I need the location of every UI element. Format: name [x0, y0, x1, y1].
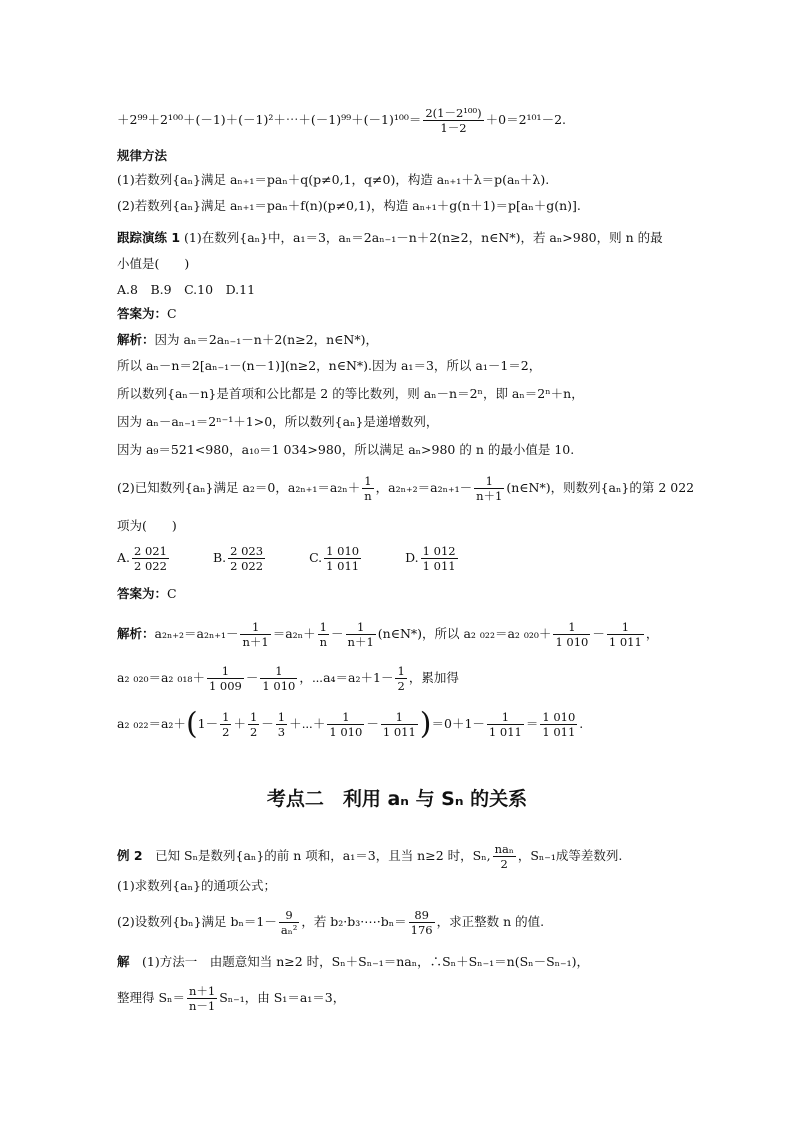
rule-2: (2)若数列{aₙ}满足 aₙ₊₁＝paₙ＋f(n)(p≠0,1)，构造 aₙ₊₁＋g(n＋1)＝p[aₙ＋g(n)]. — [117, 198, 581, 213]
sol2-text: a₂ ₀₂₂＝a₂＋ — [117, 716, 186, 731]
fraction — [187, 984, 217, 1013]
fraction — [279, 908, 299, 937]
fraction-numerator: 1 — [318, 620, 329, 635]
fraction-denominator: n — [319, 635, 328, 649]
solution-text: 整理得 Sₙ＝ — [117, 990, 185, 1005]
fraction-numerator: 1 — [607, 620, 644, 635]
example-2 — [117, 842, 622, 871]
example-2-solution — [117, 954, 589, 970]
fraction-numerator: 1 — [327, 710, 364, 725]
fraction-denominator: n＋1 — [476, 489, 503, 503]
choice-a — [117, 544, 171, 573]
rule-heading: 规律方法 — [117, 148, 168, 163]
fraction-numerator: 1 — [207, 664, 244, 679]
fraction — [276, 710, 287, 739]
solution-line-1b: 所以 aₙ－n＝2[aₙ₋₁－(n－1)](n≥2，n∈N*).因为 a₁＝3，所以 a₁－1＝2， — [117, 358, 542, 373]
fraction — [395, 664, 406, 693]
choice-d — [405, 544, 460, 573]
answer-label: 答案为： — [117, 586, 168, 601]
fraction-numerator: n＋1 — [188, 984, 216, 998]
fraction-numerator: 9 — [279, 908, 299, 923]
choice-label: D. — [405, 550, 419, 565]
fraction-denominator: 2 — [249, 725, 258, 739]
q2-text-b: ，a₂ₙ₊₂＝a₂ₙ₊₁－ — [375, 480, 473, 495]
choice-label: C. — [309, 550, 323, 565]
fraction — [260, 664, 297, 693]
fraction — [327, 710, 364, 739]
fraction-numerator: 2 021 — [134, 544, 167, 558]
example-label: 例 2 — [117, 848, 143, 863]
fraction-denominator: 1 011 — [382, 725, 416, 739]
solution-label: 解 — [117, 954, 130, 969]
solution-line-1a — [117, 332, 378, 348]
practice-question-1-cont: 小值是( ) — [117, 256, 190, 271]
example-text: (2)设数列{bₙ}满足 bₙ＝1－ — [117, 914, 277, 929]
fraction-numerator: 1 — [240, 620, 270, 635]
fraction — [132, 544, 169, 573]
answer-line-1 — [117, 306, 177, 322]
fraction — [228, 544, 265, 573]
solution-2-line-1: 解析：a₂ₙ₊₂＝a₂ₙ₊₁－ $\frac{1}{n+1}$ ＝a₂ₙ＋ $\frac{1}{n}$ － $\frac{1}{n+1}$ (n∈N*)，所以 a₂ ₀₂₂＝a₂ ₀₂₀＋ $\frac{1}{1 010}$ － $\frac{1}{1 011}$ ， — [117, 620, 659, 649]
fraction-numerator: 1 — [249, 710, 258, 724]
fraction-numerator: 1 010 — [542, 710, 576, 724]
fraction-denominator: 2 — [500, 857, 508, 871]
fraction-denominator: 3 — [277, 725, 286, 739]
fraction-numerator: 1 010 — [326, 544, 360, 558]
fraction-denominator: 1 010 — [262, 679, 296, 693]
example-text: ，求正整数 n 的值. — [436, 914, 545, 929]
solution-line-1e: 因为 a₉＝521<980，a₁₀＝1 034>980，所以满足 aₙ>980 的 n 的最小值是 10. — [117, 442, 575, 457]
sol2-text: ＝a₂ₙ＋ — [272, 626, 316, 641]
fraction — [423, 106, 483, 135]
fraction-denominator: aₙ² — [280, 923, 298, 937]
q2-text-c: (n∈N*)，则数列{aₙ}的第 2 022 — [506, 480, 695, 495]
q2-text-a: (2)已知数列{aₙ}满足 a₂＝0，a₂ₙ₊₁＝a₂ₙ＋ — [117, 480, 361, 495]
section-title: 考点二 利用 aₙ 与 Sₙ 的关系 — [266, 788, 528, 810]
fraction — [540, 710, 577, 739]
sol2-text: ，⋯a₄＝a₂＋1－ — [299, 670, 394, 685]
fraction — [409, 908, 435, 937]
example-2-solution-cont — [117, 984, 345, 1013]
sol2-text: a₂ₙ₊₂＝a₂ₙ₊₁－ — [154, 626, 239, 641]
fraction — [607, 620, 644, 649]
fraction — [474, 474, 504, 503]
fraction-numerator: 1 — [487, 710, 524, 725]
fraction — [324, 544, 361, 573]
practice-choices: A.8 B.9 C.10 D.11 — [117, 282, 256, 297]
fraction — [381, 710, 418, 739]
fraction-numerator: 1 — [222, 710, 230, 724]
fraction-numerator: 1 — [362, 474, 373, 489]
fraction — [421, 544, 458, 573]
fraction-denominator: 1－2 — [440, 121, 467, 135]
choice-label: A. — [117, 550, 131, 565]
solution-text: (1)方法一 由题意知当 n≥2 时，Sₙ＋Sₙ₋₁＝naₙ，∴Sₙ＋Sₙ₋₁＝n(Sₙ－Sₙ₋₁)， — [142, 954, 590, 969]
answer-value: C — [167, 306, 177, 321]
solution-text: Sₙ₋₁，由 S₁＝a₁＝3， — [219, 990, 346, 1005]
sol2-text: ＝0＋1－ — [431, 716, 485, 731]
fraction-numerator: 2(1－2¹⁰⁰) — [425, 106, 482, 120]
example-text: ，Sₙ₋₁成等差数列. — [517, 848, 623, 863]
fraction-denominator: 1 011 — [422, 559, 456, 573]
fraction-denominator: n＋1 — [242, 635, 269, 649]
fraction-denominator: 1 011 — [488, 725, 522, 739]
answer-label: 答案为： — [117, 306, 168, 321]
fraction — [248, 710, 259, 739]
solution-label: 解析： — [117, 332, 155, 347]
rule-1: (1)若数列{aₙ}满足 aₙ₊₁＝paₙ＋q(p≠0,1，q≠0)，构造 aₙ₊₁＋λ＝p(aₙ＋λ). — [117, 172, 550, 187]
fraction — [346, 620, 376, 649]
fraction — [493, 842, 516, 871]
fraction — [318, 620, 329, 649]
formula-text: ＋2⁹⁹＋2¹⁰⁰＋(－1)＋(－1)²＋⋯＋(－1)⁹⁹＋(－1)¹⁰⁰＝ — [117, 112, 422, 127]
fraction-numerator: naₙ — [494, 842, 514, 856]
fraction-denominator: 1 011 — [326, 559, 360, 573]
fraction-denominator: 1 009 — [208, 679, 242, 693]
choice-b — [213, 544, 267, 573]
formula-line-1 — [117, 106, 566, 135]
fraction — [362, 474, 373, 503]
fraction-denominator: 2 022 — [134, 559, 167, 573]
fraction-numerator: 1 — [277, 710, 286, 724]
sol2-text: ，累加得 — [408, 670, 459, 685]
choice-c — [309, 544, 363, 573]
fraction-denominator: 1 010 — [329, 725, 363, 739]
fraction — [240, 620, 270, 649]
fraction-numerator: 1 — [260, 664, 297, 679]
fraction-numerator: 89 — [409, 908, 435, 923]
fraction-denominator: 176 — [410, 923, 433, 937]
example-2-q1: (1)求数列{aₙ}的通项公式； — [117, 878, 276, 893]
fraction-numerator: 1 — [397, 664, 405, 678]
practice-question-1 — [117, 230, 663, 246]
fraction-numerator: 1 — [553, 620, 590, 635]
fraction-numerator: 1 — [381, 710, 418, 725]
solution-2-line-3: a₂ ₀₂₂＝a₂＋(1－ $\frac{1}{2}$ ＋ $\frac{1}{2}$ － $\frac{1}{3}$ ＋⋯＋ $\frac{1}{1 010}$ － $\frac{1}{1 011}$ )＝0＋1－ $\frac{1}{1 011}$ ＝ $\frac{1 010}{1 011}$ . — [117, 706, 584, 742]
left-paren: ( — [185, 706, 198, 742]
example-text: ，若 b₂·b₃·⋯·bₙ＝ — [301, 914, 407, 929]
practice-label: 跟踪演练 1 — [117, 230, 181, 245]
fraction — [207, 664, 244, 693]
fraction-numerator: 1 — [474, 474, 504, 489]
solution-2-line-2: a₂ ₀₂₀＝a₂ ₀₁₈＋ $\frac{1}{1 009}$ － $\frac{1}{1 010}$ ，⋯a₄＝a₂＋1－ $\frac{1}{2}$ ，累加得 — [117, 664, 459, 693]
fraction-denominator: n — [364, 489, 372, 503]
answer-value: C — [167, 586, 177, 601]
practice-text: (1)在数列{aₙ}中，a₁＝3，aₙ＝2aₙ₋₁－n＋2(n≥2，n∈N*)，若 aₙ>980，则 n 的最 — [184, 230, 663, 245]
solution-label: 解析： — [117, 626, 155, 641]
fraction — [553, 620, 590, 649]
example-2-q2 — [117, 908, 544, 937]
fraction — [220, 710, 231, 739]
fraction-numerator: 1 012 — [422, 544, 456, 558]
fraction — [487, 710, 524, 739]
fraction-denominator: 2 022 — [230, 559, 264, 573]
formula-tail: ＋0＝2¹⁰¹－2. — [485, 112, 566, 127]
question-2-choices — [117, 544, 502, 573]
sol2-text: a₂ ₀₂₀＝a₂ ₀₁₈＋ — [117, 670, 205, 685]
question-2 — [117, 474, 694, 503]
question-2-cont: 项为( ) — [117, 518, 177, 533]
right-paren: ) — [419, 706, 432, 742]
solution-text: 因为 aₙ＝2aₙ₋₁－n＋2(n≥2，n∈N*)， — [154, 332, 378, 347]
fraction-denominator: 1 011 — [542, 725, 576, 739]
fraction-denominator: n＋1 — [347, 635, 374, 649]
solution-line-1c: 所以数列{aₙ－n}是首项和公比都是 2 的等比数列，则 aₙ－n＝2ⁿ，即 aₙ＝2ⁿ＋n， — [117, 386, 584, 401]
fraction-numerator: 1 — [346, 620, 376, 635]
sol2-text: (n∈N*)，所以 a₂ ₀₂₂＝a₂ ₀₂₀＋ — [377, 626, 552, 641]
fraction-denominator: n－1 — [188, 999, 216, 1013]
choice-label: B. — [212, 550, 227, 565]
example-text: 已知 Sₙ是数列{aₙ}的前 n 项和，a₁＝3，且当 n≥2 时，Sₙ, — [155, 848, 491, 863]
answer-line-2 — [117, 586, 177, 602]
fraction-denominator: 1 011 — [608, 635, 642, 649]
solution-line-1d: 因为 aₙ－aₙ₋₁＝2ⁿ⁻¹＋1>0，所以数列{aₙ}是递增数列， — [117, 414, 439, 429]
fraction-numerator: 2 023 — [230, 544, 264, 558]
fraction-denominator: 1 010 — [555, 635, 589, 649]
fraction-denominator: 2 — [222, 725, 230, 739]
fraction-denominator: 2 — [397, 679, 405, 693]
